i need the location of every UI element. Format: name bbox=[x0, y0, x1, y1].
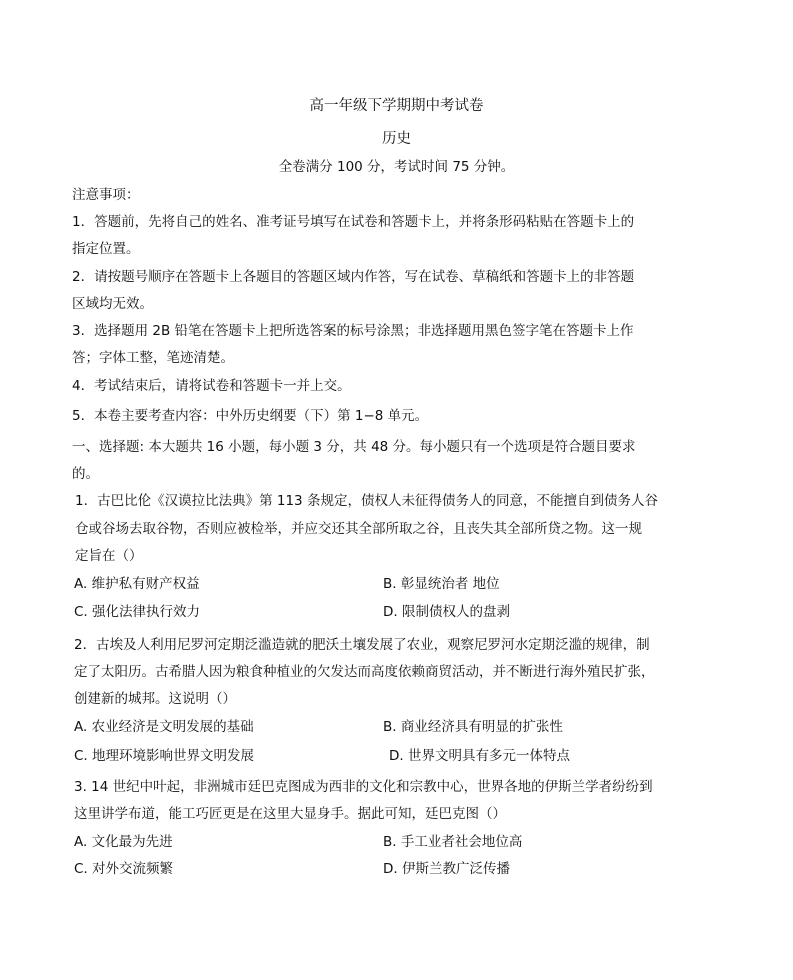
note-line: 2．请按题号顺序在答题卡上各题目的答题区域内作答，写在试卷、草稿纸和答题卡上的非答题 bbox=[72, 269, 635, 285]
question-3-stem: 这里讲学布道，能工巧匠更是在这里大显身手。据此可知，廷巴克图（） bbox=[74, 806, 506, 822]
question-2-stem: 定了太阳历。古希腊人因为粮食种植业的欠发达而高度依赖商贸活动，并不断进行海外殖民扩张， bbox=[74, 664, 655, 680]
question-2-stem: 创建新的城邦。这说明（） bbox=[74, 691, 236, 707]
note-line: 3．选择题用 2B 铅笔在答题卡上把所选答案的标号涂黑；非选择题用黑色签字笔在答题卡上作 bbox=[72, 323, 634, 339]
question-1-option-c: C. 强化法律执行效力 bbox=[74, 604, 201, 620]
question-1-option-d: D. 限制债权人的盘剥 bbox=[383, 604, 510, 620]
section-heading: 一、选择题: 本大题共 16 小题，每小题 3 分，共 48 分。每小题只有一个选项是符合题目要求 bbox=[72, 439, 636, 455]
notes-heading: 注意事项： bbox=[72, 187, 140, 203]
note-line: 5．本卷主要考查内容：中外历史纲要（下）第 1−8 单元。 bbox=[72, 408, 429, 424]
question-1-option-b: B. 彰显统治者 地位 bbox=[383, 576, 500, 592]
section-heading-cont: 的。 bbox=[72, 466, 99, 482]
exam-title: 高一年级下学期期中考试卷 bbox=[309, 98, 484, 114]
question-1-stem: 定旨在（） bbox=[75, 548, 143, 564]
question-2-option-b: B. 商业经济具有明显的扩张性 bbox=[383, 719, 563, 735]
note-line: 1．答题前，先将自己的姓名、准考证号填写在试卷和答题卡上，并将条形码粘贴在答题卡上的 bbox=[72, 214, 635, 230]
question-2-option-d: D. 世界文明具有多元一体特点 bbox=[389, 748, 570, 764]
question-1-option-a: A. 维护私有财产权益 bbox=[74, 576, 200, 592]
question-2-option-a: A. 农业经济是文明发展的基础 bbox=[74, 719, 254, 735]
question-3-option-b: B. 手工业者社会地位高 bbox=[383, 834, 523, 850]
question-1-stem: 1．古巴比伦《汉谟拉比法典》第 113 条规定，债权人未征得债务人的同意，不能擅自到债务人谷 bbox=[75, 493, 658, 509]
question-2-stem: 2．古埃及人利用尼罗河定期泛滥造就的肥沃土壤发展了农业，观察尼罗河水定期泛滥的规律，制 bbox=[74, 637, 650, 653]
question-3-option-c: C. 对外交流频繁 bbox=[74, 861, 174, 877]
score-time-info: 全卷满分 100 分，考试时间 75 分钟。 bbox=[278, 159, 515, 175]
note-line: 区域均无效。 bbox=[72, 296, 153, 312]
question-1-stem: 仓或谷场去取谷物，否则应被检举，并应交还其全部所取之谷，且丧失其全部所贷之物。这一规 bbox=[75, 521, 642, 537]
subject-title: 历史 bbox=[382, 131, 411, 147]
question-3-option-a: A. 文化最为先进 bbox=[74, 834, 173, 850]
note-line: 指定位置。 bbox=[72, 241, 140, 257]
question-2-option-c: C. 地理环境影响世界文明发展 bbox=[74, 748, 255, 764]
note-line: 答；字体工整，笔迹清楚。 bbox=[72, 350, 234, 366]
question-3-option-d: D. 伊斯兰教广泛传播 bbox=[383, 861, 510, 877]
question-3-stem: 3. 14 世纪中叶起，非洲城市廷巴克图成为西非的文化和宗教中心，世界各地的伊斯兰学者纷纷到 bbox=[74, 779, 653, 795]
note-line: 4．考试结束后，请将试卷和答题卡一并上交。 bbox=[72, 378, 351, 394]
